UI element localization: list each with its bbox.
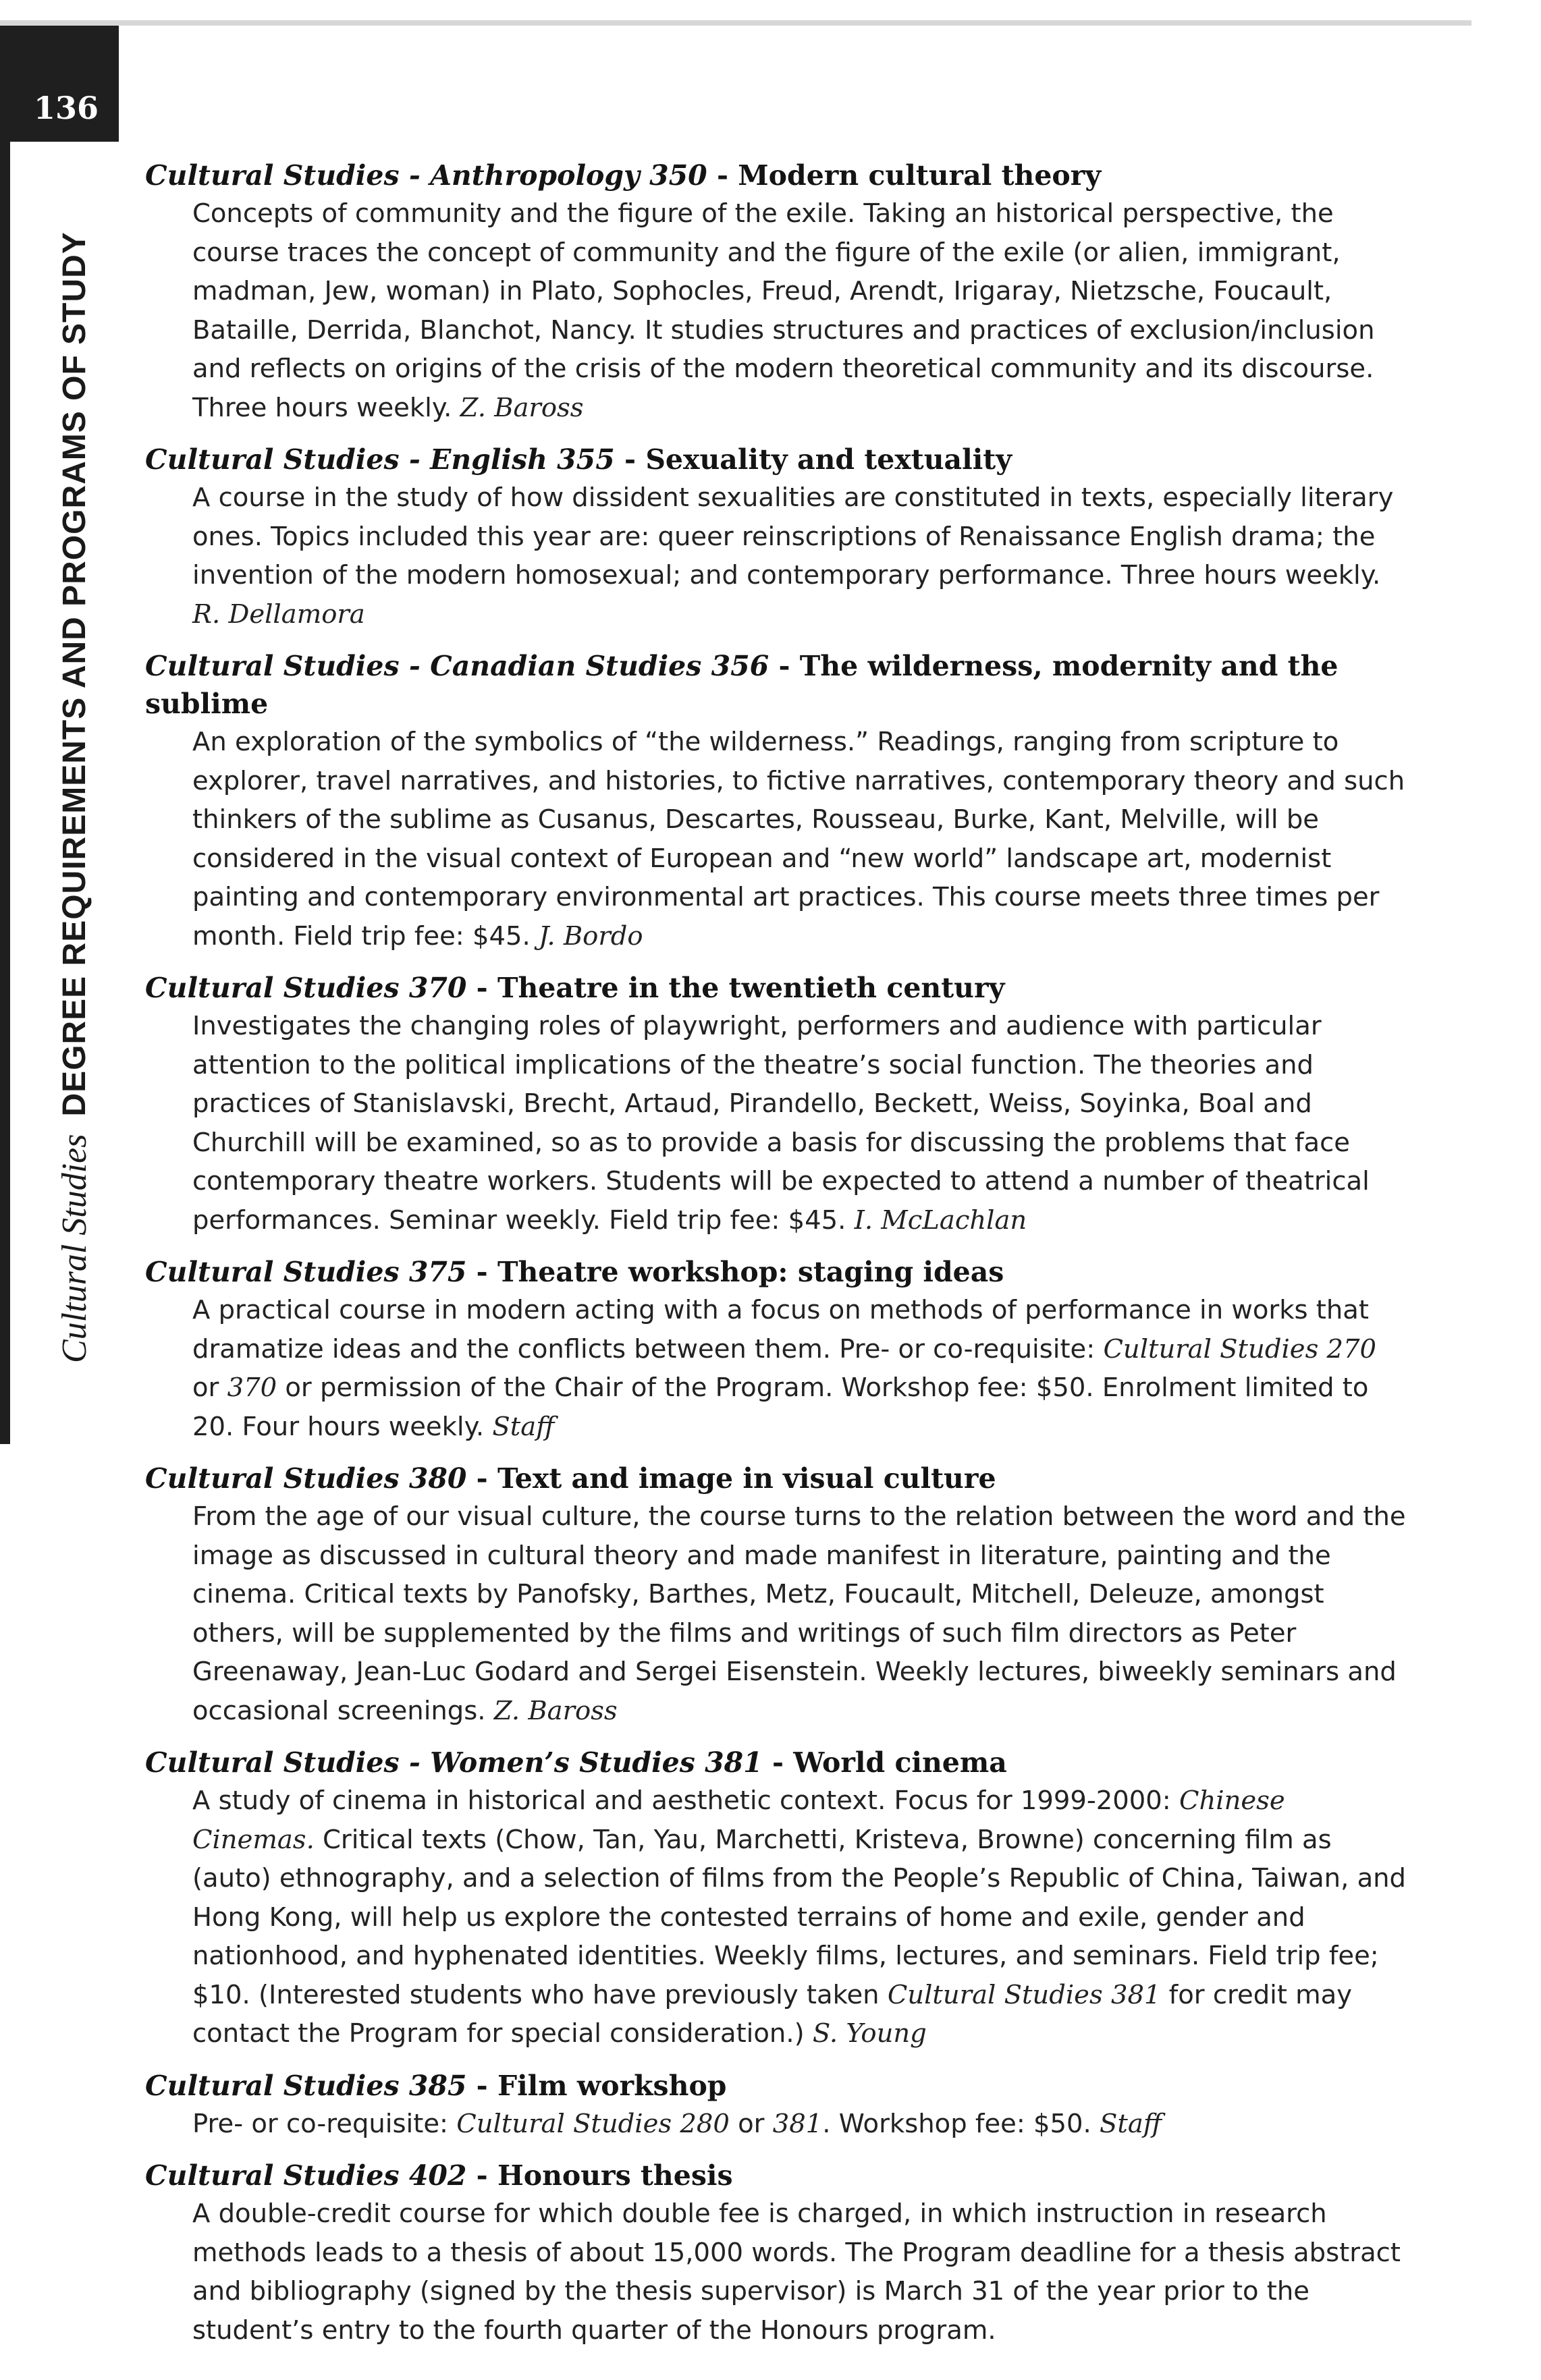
- course-entry: [145, 1253, 1407, 1446]
- course-entry: [145, 2067, 1407, 2144]
- course-name: Theatre in the twentieth century: [497, 972, 1005, 1004]
- course-description: Concepts of community and the figure of the exile. Taking an historical perspective, the course traces the concept of community and the figure of the exile (or alien, immigrant, madman, Jew, woman) in Plato, Sophocles, Freud, Arendt, Irigaray, Nietzsche, Foucault, Bataille, Derrida, Blanchot, Nancy. It studies structures and practices of exclusion/inclusion and reflects on origins of the crisis of the modern theoretical community and its discourse. Three hours weekly. Z. Baross: [192, 198, 1375, 423]
- course-description: An exploration of the symbolics of “the wilderness.” Readings, ranging from scripture to explorer, travel narratives, and histories, to fictive narratives, contemporary theory and such thinkers of the sublime as Cusanus, Descartes, Rousseau, Burke, Kant, Melville, will be considered in the visual context of European and “new world” landscape art, modernist painting and contemporary environmental art practices. This course meets three times per month. Field trip fee: $45. J. Bordo: [192, 727, 1405, 951]
- course-title: Cultural Studies - English 355 - Sexuality and textuality: [145, 443, 1012, 476]
- course-name: Honours thesis: [497, 2159, 733, 2192]
- course-description: A practical course in modern acting with a focus on methods of performance in works that dramatize ideas and the conflicts between them. Pre- or co-requisite: Cultural Studies 270 or 370 or permission of the Chair of the Program. Workshop fee: $50. Enrolment limited to 20. Four hours weekly. Staff: [192, 1295, 1377, 1442]
- side-title-italic: Cultural Studies: [55, 1134, 94, 1363]
- course-title: Cultural Studies 380 - Text and image in visual culture: [145, 1462, 996, 1495]
- course-name: Film workshop: [497, 2069, 727, 2102]
- course-title: Cultural Studies - Anthropology 350 - Modern cultural theory: [145, 159, 1102, 192]
- course-entry: [145, 157, 1407, 427]
- course-list: [145, 157, 1407, 2363]
- page-number: 136: [34, 90, 99, 126]
- course-description: From the age of our visual culture, the course turns to the relation between the word and the image as discussed in cultural theory and made manifest in literature, painting and the cinema. Critical texts by Panofsky, Barthes, Metz, Foucault, Mitchell, Deleuze, amongst others, will be supplemented by the films and writings of such film directors as Peter Greenaway, Jean-Luc Godard and Sergei Eisenstein. Weekly lectures, biweekly seminars and occasional screenings. Z. Baross: [192, 1501, 1406, 1726]
- page-number-tab: [0, 26, 119, 142]
- course-name: Theatre workshop: staging ideas: [497, 1256, 1004, 1288]
- side-title-bold: DEGREE REQUIREMENTS AND PROGRAMS OF STUDY: [56, 231, 92, 1117]
- instructor: I. McLachlan: [854, 1205, 1027, 1236]
- instructor: Staff: [1100, 2108, 1162, 2139]
- course-title: Cultural Studies - Women’s Studies 381 - World cinema: [145, 1746, 1007, 1779]
- course-description: A course in the study of how dissident sexualities are constituted in texts, especially literary ones. Topics included this year are: queer reinscriptions of Renaissance English drama; the invention of the modern homosexual; and contemporary performance. Three hours weekly. R. Dellamora: [192, 482, 1394, 630]
- course-code: Cultural Studies - Anthropology 350: [145, 159, 707, 192]
- instructor: Z. Baross: [493, 1695, 618, 1726]
- course-entry: [145, 647, 1407, 956]
- left-edge-strip: [0, 142, 10, 1444]
- top-rule: [0, 20, 1471, 26]
- instructor: R. Dellamora: [192, 599, 365, 630]
- course-code: Cultural Studies 370: [145, 972, 467, 1004]
- course-description: A study of cinema in historical and aesthetic context. Focus for 1999-2000: Chinese Cinemas. Critical texts (Chow, Tan, Yau, Marchetti, Kristeva, Browne) concerning film as (auto) ethnography, and a selection of films from the People’s Republic of China, Taiwan, and Hong Kong, will help us explore the contested terrains of home and exile, gender and nationhood, and hyphenated identities. Weekly films, lectures, and seminars. Field trip fee; $10. (Interested students who have previously taken Cultural Studies 381 for credit may contact the Program for special consideration.) S. Young: [192, 1786, 1406, 2049]
- course-code: Cultural Studies - Canadian Studies 356: [145, 650, 769, 682]
- course-name: Modern cultural theory: [738, 159, 1102, 192]
- course-code: Cultural Studies 380: [145, 1462, 467, 1495]
- course-code: Cultural Studies - Women’s Studies 381: [145, 1746, 763, 1779]
- course-code: Cultural Studies 375: [145, 1256, 467, 1288]
- course-name: World cinema: [793, 1746, 1007, 1779]
- course-description: A double-credit course for which double fee is charged, in which instruction in research methods leads to a thesis of about 15,000 words. The Program deadline for a thesis abstract and bibliography (signed by the thesis supervisor) is March 31 of the year prior to the student’s entry to the fourth quarter of the Honours program.: [192, 2198, 1401, 2346]
- running-side-title: [44, 162, 105, 1363]
- course-code: Cultural Studies - English 355: [145, 443, 615, 476]
- instructor: Z. Baross: [460, 392, 584, 423]
- course-name: Sexuality and textuality: [645, 443, 1012, 476]
- course-code: Cultural Studies 385: [145, 2069, 467, 2102]
- course-entry: [145, 2157, 1407, 2350]
- course-description: Pre- or co-requisite: Cultural Studies 280 or 381. Workshop fee: $50. Staff: [192, 2108, 1162, 2139]
- course-title: Cultural Studies - Canadian Studies 356 - The wilderness, modernity and the sublime: [145, 650, 1339, 720]
- course-name: The wilderness, modernity and the sublime: [145, 650, 1339, 720]
- course-title: Cultural Studies 402 - Honours thesis: [145, 2159, 733, 2192]
- course-entry: [145, 1744, 1407, 2053]
- instructor: S. Young: [812, 2018, 927, 2049]
- course-description: Investigates the changing roles of playwright, performers and audience with particular attention to the political implications of the theatre’s social function. The theories and practices of Stanislavski, Brecht, Artaud, Pirandello, Beckett, Weiss, Soyinka, Boal and Churchill will be examined, so as to provide a basis for discussing the problems that face contemporary theatre workers. Students will be expected to attend a number of theatrical performances. Seminar weekly. Field trip fee: $45. I. McLachlan: [192, 1011, 1370, 1236]
- course-entry: [145, 1460, 1407, 1730]
- instructor: J. Bordo: [538, 920, 643, 951]
- course-title: Cultural Studies 370 - Theatre in the twentieth century: [145, 972, 1005, 1004]
- course-title: Cultural Studies 375 - Theatre workshop: staging ideas: [145, 1256, 1004, 1288]
- course-code: Cultural Studies 402: [145, 2159, 467, 2192]
- course-entry: [145, 441, 1407, 634]
- course-entry: [145, 969, 1407, 1240]
- instructor: Staff: [492, 1411, 555, 1442]
- course-title: Cultural Studies 385 - Film workshop: [145, 2069, 727, 2102]
- course-name: Text and image in visual culture: [497, 1462, 996, 1495]
